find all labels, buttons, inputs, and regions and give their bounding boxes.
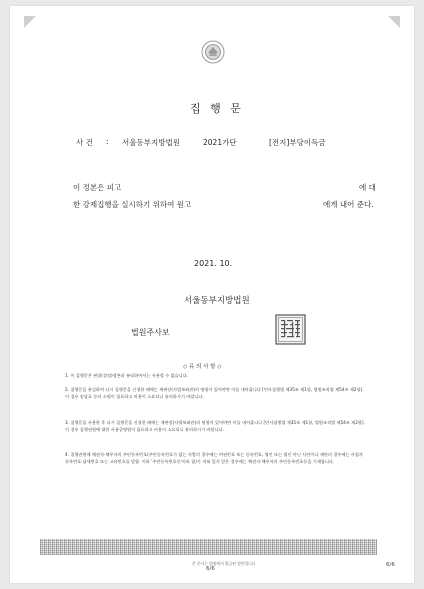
issue-date: 2021. 10.	[194, 259, 233, 268]
body-line-1: 이 정본은 피고	[73, 183, 122, 192]
note-item: 4. 집행권원에 채권자·채무자의 주민등록번호(주민등록번호가 없는 사람의 경우에는 여권번호 또는 등록번호, 법인 또는 법인 아닌 사단이나 재단의 경우에는 사업자등록번호·납세번호 또는 고유번호를 말함. 이하 '주민등록번호등'이라 함)가 적혀 있지 않은 경우에는 채권자·채무자의 주민등록번호등을 기재합니다.	[65, 452, 363, 464]
clerk-title: 법원주사보	[131, 328, 170, 337]
notes-title: ◇ 유 의 사 항 ◇	[183, 364, 222, 370]
footer-text: 본 문서는 법원에서 발급된 정본입니다	[192, 561, 256, 566]
page-corner-mark	[24, 16, 36, 28]
court-emblem-icon	[201, 40, 225, 64]
page-corner-mark	[388, 16, 400, 28]
case-label: 사 건	[76, 138, 93, 147]
body-line-2: 한 강제집행을 실시하기 위하여 원고	[73, 200, 192, 209]
case-court: 서울동부지방법원	[122, 138, 180, 147]
body-line-2-right: 에게 내어 준다.	[323, 200, 374, 209]
official-seal-icon	[275, 314, 306, 345]
note-item: 2. 집행문을 분실하여 다시 집행문을 신청한 때에는 재판장(사법보좌관)의 명령이 있어야만 이를 내어줍니다 [민사집행법 제35조 제1항, 법원조직법 제54조 제2항]. 이 경우 송달료 등의 소명이 필요하고 비용이 소요되니 유의하시기 바랍니다.	[65, 387, 364, 399]
case-separator: :	[106, 137, 109, 146]
page-counter: 6/6	[206, 566, 215, 572]
document-page	[10, 6, 414, 583]
note-item: 1. 이 집행문은 판결(결정)정본과 분리하여서는 사용할 수 없습니다.	[65, 373, 189, 378]
court-name: 서울동부지방법원	[184, 296, 250, 306]
case-name: [전지]부당이득금	[269, 138, 326, 147]
page-counter-right: 6/6	[386, 562, 395, 568]
security-pattern-band	[40, 539, 377, 555]
note-item: 3. 집행문을 사용한 후 다시 집행문을 신청한 때에는 재판장(사법보좌관)의 명령이 있어야만 이를 내어줍니다 [민사집행법 제35조 제1항, 법원조직법 제54조 제2항]. 이 경우 집행권원에 대한 사용증명원이 필요하고 비용이 소요되니 유의하시기 바랍니다.	[65, 420, 365, 432]
body-line-1-right: 에 대	[359, 183, 376, 192]
document-title: 집 행 문	[190, 102, 244, 115]
case-number: 2021가단	[203, 138, 237, 147]
